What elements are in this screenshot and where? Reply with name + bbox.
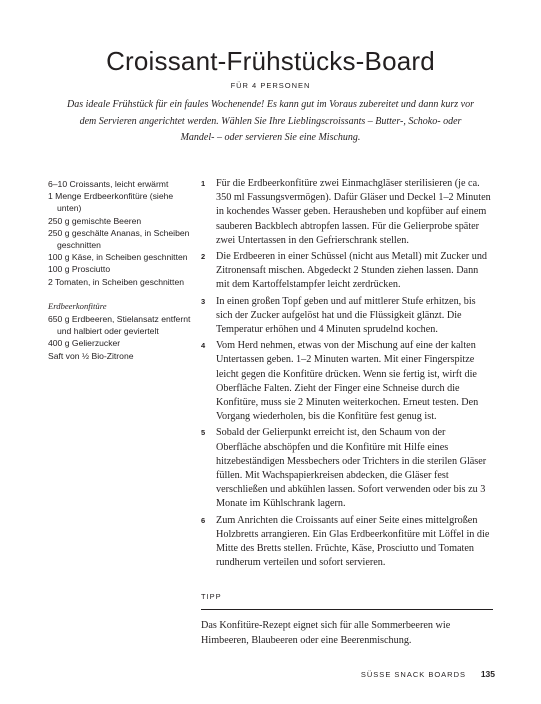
step-item — [201, 514, 493, 571]
step-item — [201, 339, 493, 424]
step-item — [201, 295, 493, 338]
step-item — [201, 426, 493, 511]
tip-heading: TIPP — [201, 592, 222, 601]
ingredient-item: 1 Menge Erdbeerkonfitüre (siehe unten) — [48, 191, 174, 214]
step-text: In einen großen Topf geben und auf mittlerer Stufe erhitzen, bis sich der Zucker aufgelöst hat und die Flüssigkeit glänzt. Die Temperatur erhöhen und 4 Minuten sprudelnd kochen. — [216, 295, 476, 336]
step-number: 4 — [201, 341, 206, 351]
page-title: Croissant-Frühstücks-Board — [106, 46, 435, 76]
jam-subheading: Erdbeerkonfitüre — [48, 300, 107, 311]
step-number: 1 — [201, 179, 206, 188]
step-number: 3 — [201, 296, 206, 306]
step-text: Vom Herd nehmen, etwas von der Mischung auf eine der kalten Untertassen geben. 1–2 Minuten warten. Mit einer Fingerspitze leicht gegen die Konfitüre drücken. Wenn sie fertig ist, wirft die Oberfläche Falten. Zieht der Finger eine Schneise durch die Konfitüre, muss sie 2 Minuten weiterkochen. Erneut testen. Den Vorgang wiederholen, bis die Konfitüre fest genug ist. — [216, 340, 479, 423]
step-item — [201, 177, 493, 248]
ingredient-list — [48, 178, 198, 362]
footer-section-title: SÜSSE SNACK BOARDS — [360, 670, 466, 679]
ingredient-item: 250 g geschälte Ananas, in Scheiben geschnitten — [48, 227, 190, 251]
jam-ingredient-item: 400 g Gelierzucker — [48, 338, 121, 349]
ingredient-item: 6–10 Croissants, leicht erwärmt — [48, 179, 169, 189]
jam-ingredient-item: 650 g Erdbeeren, Stielansatz entfernt und halbiert oder geviertelt — [48, 314, 191, 337]
ingredient-item: 250 g gemischte Beeren — [48, 215, 142, 226]
step-text: Für die Erdbeerkonfitüre zwei Einmachgläser sterilisieren (je ca. 350 ml Fassungsvermögen). Dafür Gläser und Deckel 1–2 Minuten in kochendes Wasser geben. Herausheben und kopfüber auf einem sauberen Backblech abtropfen lassen. Für die Gelierprobe später zwei Untertassen in den Gefrierschrank stellen. — [216, 178, 491, 246]
jam-ingredient-item: Saft von ½ Bio-Zitrone — [48, 350, 134, 361]
step-item — [201, 250, 493, 293]
page-number: 135 — [480, 669, 495, 679]
step-text: Sobald der Gelierpunkt erreicht ist, den Schaum von der Oberfläche abschöpfen und die Konfitüre mit Hilfe eines hitzebeständigen Messbechers oder Trichters in die sterilen Gläser füllen. Mit Wachspapierkreisen abdecken, die Gläser fest verschließen und abkühlen lassen. Sofort verwenden oder bis zu 3 Monate im Kühlschrank lagern. — [216, 427, 487, 510]
ingredient-item: 2 Tomaten, in Scheiben geschnitten — [48, 276, 185, 287]
servings-label: FÜR 4 PERSONEN — [230, 81, 311, 90]
step-number: 5 — [201, 428, 206, 438]
step-number: 6 — [201, 515, 206, 525]
method-steps — [201, 177, 493, 572]
intro-text: Das ideale Frühstück für ein faules Wochenende! Es kann gut im Voraus zubereitet und dann kurz vor dem Servieren angerichtet werden. Wählen Sie Ihre Lieblingscroissants – Butter-, Schoko- oder Mandel- – oder servieren Sie eine Mischung. — [67, 99, 474, 143]
tip-divider — [201, 609, 493, 610]
tip-text: Das Konfitüre-Rezept eignet sich für alle Sommerbeeren wie Himbeeren, Blaubeeren oder eine Beerenmischung. — [201, 620, 451, 646]
ingredient-item: 100 g Käse, in Scheiben geschnitten — [48, 252, 188, 263]
step-text: Zum Anrichten die Croissants auf einer Seite eines mittelgroßen Holzbretts arrangieren. Ein Glas Erdbeerkonfitüre mit Löffel in die Mitte des Bretts stellen. Früchte, Käse, Prosciutto und Tomaten rundherum verteilen und sofort servieren. — [216, 514, 490, 569]
step-text: Die Erdbeeren in einer Schüssel (nicht aus Metall) mit Zucker und Zitronensaft mischen. Abgedeckt 2 Stunden ziehen lassen. Dann mit dem Kartoffelstampfer leicht zerdrücken. — [216, 251, 488, 291]
step-number: 2 — [201, 252, 206, 262]
ingredient-item: 100 g Prosciutto — [48, 264, 111, 275]
